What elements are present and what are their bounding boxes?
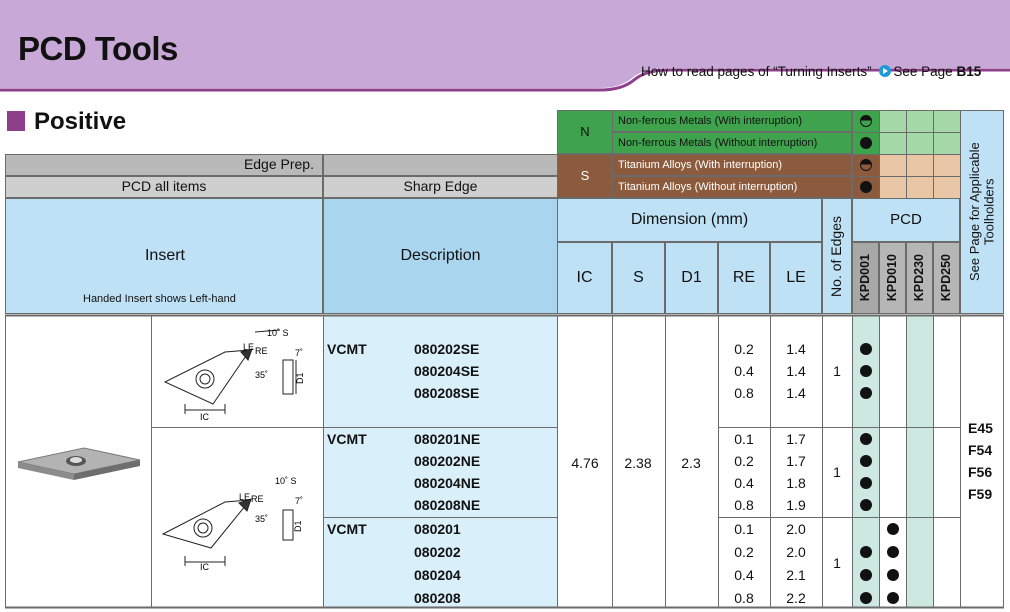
insert-code[interactable]: 080201NE [414,431,481,447]
insert-photo [14,440,144,485]
page-title: PCD Tools [18,30,178,67]
angle-label: 10˚ S [267,328,289,338]
s-value: 2.38 [624,455,652,471]
edges-value: 1 [833,464,841,480]
seven-deg-label: 7˚ [295,496,304,506]
series-label: VCMT [327,521,367,537]
section-title: Positive [34,108,127,135]
insert-drawing-se [155,322,321,422]
series-label: VCMT [327,341,367,357]
see-page-text: See Page [893,64,953,79]
available-dot-icon [887,569,899,581]
re-value: 0.2 [734,341,754,357]
available-dot-icon [860,499,872,511]
insert-code[interactable]: 080202NE [414,453,481,469]
d1-label: D1 [295,372,305,384]
toolholder-page-link[interactable]: F59 [968,486,993,502]
available-dot-icon [860,477,872,489]
le-label: LE [243,342,255,352]
le-value: 1.4 [786,385,806,401]
available-dot-icon [860,387,872,399]
available-dot-icon [887,592,899,604]
see-page-header: See Page for Applicable Toolholders [960,110,1004,314]
available-dot-icon [887,546,899,558]
toolholder-page-link[interactable]: F54 [968,442,993,458]
d1-header: D1 [665,242,718,314]
insert-code[interactable]: 080202SE [414,341,480,357]
sharp-edge: Sharp Edge [323,176,558,198]
angle-label: 10˚ S [275,476,297,486]
re-label: RE [255,346,268,356]
re-value: 0.2 [734,453,754,469]
available-dot-icon [860,569,872,581]
material-row: Non-ferrous Metals (Without interruption) [612,132,852,154]
how-to-read-text: How to read pages of “Turning Inserts” [641,64,872,79]
available-dot-icon [887,523,899,535]
insert-header-note: Handed Insert shows Left-hand [83,293,236,305]
pcd-header: PCD [852,198,960,242]
re-value: 0.4 [734,567,754,583]
description-header: Description [323,198,558,314]
le-value: 2.1 [786,567,806,583]
page-ref-link[interactable]: B15 [956,64,982,79]
re-value: 0.4 [734,475,754,491]
toolholder-page-link[interactable]: F56 [968,464,993,480]
available-dot-icon [860,546,872,558]
re-header: RE [718,242,770,314]
insert-code[interactable]: 080208SE [414,385,480,401]
dimension-header: Dimension (mm) [557,198,822,242]
available-dot-icon [860,455,872,467]
insert-code[interactable]: 080204SE [414,363,480,379]
ic-label: IC [200,412,209,422]
le-value: 1.7 [786,431,806,447]
le-value: 2.0 [786,521,806,537]
le-value: 2.2 [786,590,806,606]
s-header: S [612,242,665,314]
re-label: RE [251,494,264,504]
insert-code[interactable]: 080202 [414,544,461,560]
edges-value: 1 [833,363,841,379]
re-value: 0.8 [734,385,754,401]
re-value: 0.8 [734,497,754,513]
edge-prep-title: Edge Prep. [5,154,323,176]
le-value: 1.8 [786,475,806,491]
insert-drawing-sharp [155,472,321,572]
insert-code[interactable]: 080201 [414,521,461,537]
edges-value: 1 [833,555,841,571]
insert-code[interactable]: 080204NE [414,475,481,491]
angle35-label: 35˚ [255,370,269,380]
insert-code[interactable]: 080208 [414,590,461,606]
ic-label: IC [200,562,209,572]
ic-value: 4.76 [571,455,599,471]
available-dot-icon [860,343,872,355]
pcd-all-items: PCD all items [5,176,323,198]
re-value: 0.8 [734,590,754,606]
re-value: 0.1 [734,431,754,447]
series-label: VCMT [327,431,367,447]
seven-deg-label: 7˚ [295,348,304,358]
insert-header-label: Insert [144,247,185,264]
re-value: 0.1 [734,521,754,537]
le-value: 2.0 [786,544,806,560]
material-row: Titanium Alloys (With interruption) [612,154,852,176]
edges-header: No. of Edges [822,198,852,314]
le-value: 1.7 [786,453,806,469]
le-value: 1.4 [786,341,806,357]
ic-header: IC [557,242,612,314]
insert-code[interactable]: 080204 [414,567,461,583]
available-dot-icon [860,365,872,377]
material-row: Non-ferrous Metals (With interruption) [612,110,852,132]
grade-kpd250-header: KPD250 [933,242,960,314]
le-value: 1.4 [786,363,806,379]
re-value: 0.2 [734,544,754,560]
group-n-label: N [557,110,613,154]
available-dot-icon [860,433,872,445]
material-row: Titanium Alloys (Without interruption) [612,176,852,198]
toolholder-page-link[interactable]: E45 [968,420,993,436]
d1-label: D1 [293,520,303,532]
grade-kpd010-header: KPD010 [879,242,906,314]
le-value: 1.9 [786,497,806,513]
le-header: LE [770,242,822,314]
le-label: LE [239,492,251,502]
re-value: 0.4 [734,363,754,379]
grade-kpd001-header: KPD001 [852,242,879,314]
d1-value: 2.3 [681,455,701,471]
group-s-label: S [557,154,613,198]
angle35-label: 35˚ [255,514,269,524]
insert-code[interactable]: 080208NE [414,497,481,513]
grade-kpd230-header: KPD230 [906,242,933,314]
available-dot-icon [860,592,872,604]
